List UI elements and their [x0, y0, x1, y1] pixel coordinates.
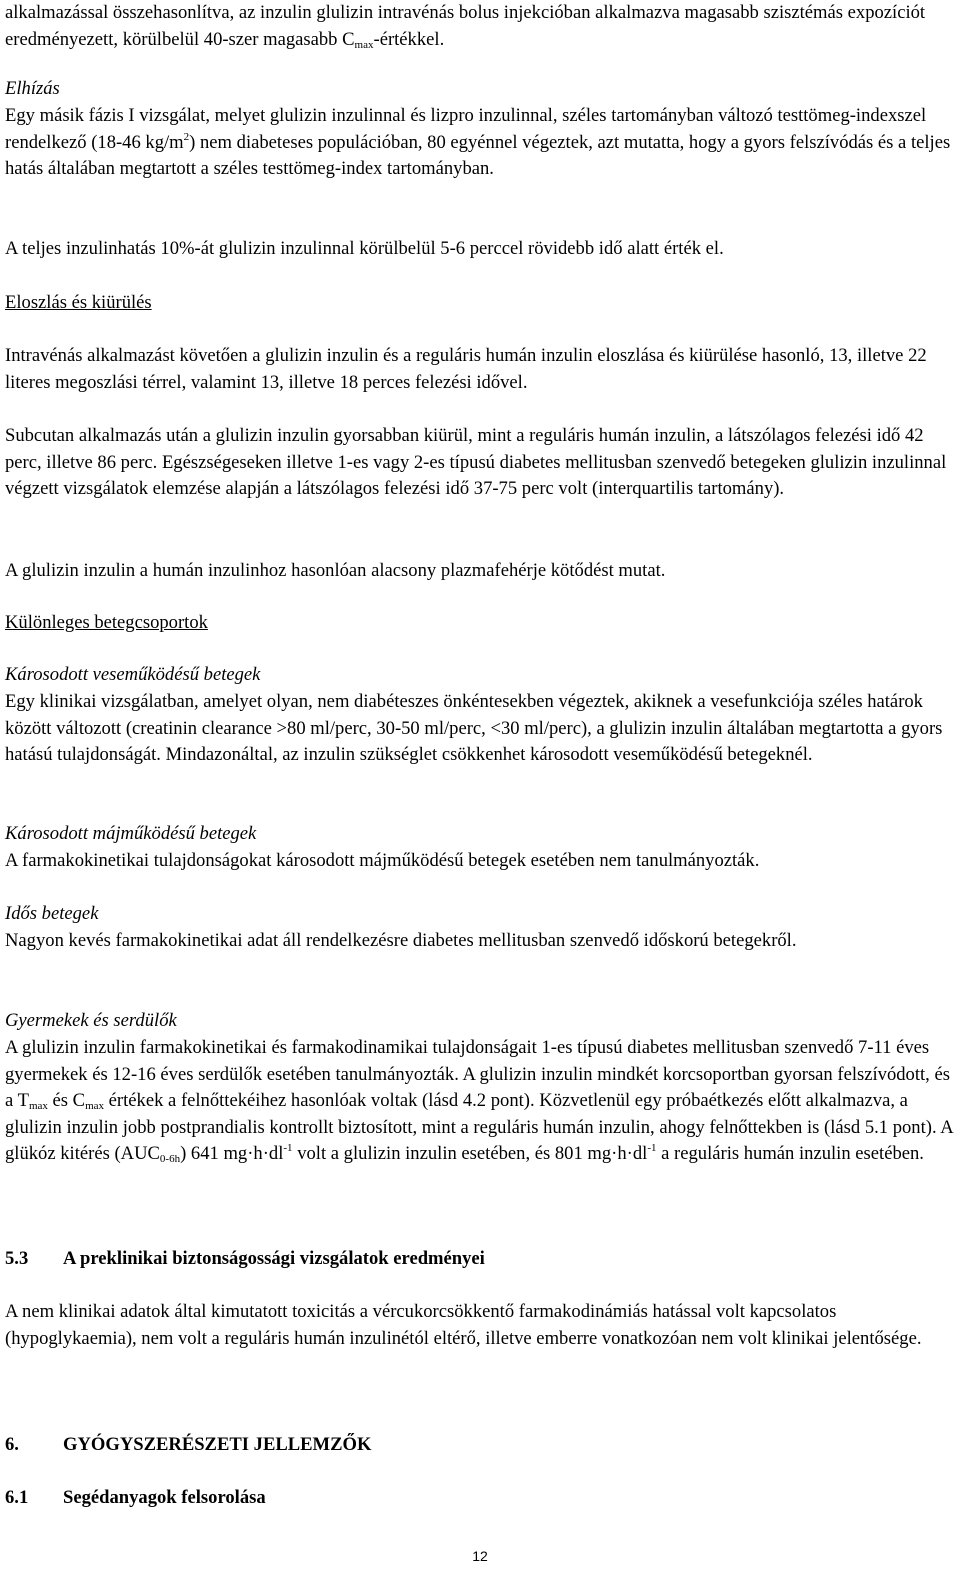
section-6-heading: 6. GYÓGYSZERÉSZETI JELLEMZŐK	[5, 1434, 372, 1455]
section-5-3-paragraph: A nem klinikai adatok által kimutatott toxicitás a vércukorcsökkentő farmakodinámiás hatással volt kapcsolatos (hypoglykaemia), nem volt a reguláris humán inzulinétól eltérő, illetve emberre vonatkozóan nem volt klinikai jelentősége.	[5, 1301, 922, 1349]
special-populations-heading: Különleges betegcsoportok	[5, 612, 208, 633]
pediatric-title: Gyermekek és serdülők	[5, 1010, 177, 1031]
elderly-paragraph: Nagyon kevés farmakokinetikai adat áll rendelkezésre diabetes mellitusban szenvedő időskorú betegekről.	[5, 930, 797, 951]
elderly-title: Idős betegek	[5, 903, 99, 924]
distribution-heading: Eloszlás és kiürülés	[5, 292, 152, 313]
page-number: 12	[472, 1548, 488, 1564]
section-5-3-heading: 5.3 A preklinikai biztonságossági vizsgálatok eredményei	[5, 1248, 485, 1269]
obesity-paragraph: Egy másik fázis I vizsgálat, melyet glulizin inzulinnal és lizpro inzulinnal, széles tartományban változó testtömeg-indexszel rendelkező (18-46 $kg/m^2$) nem diabeteses populációban, 80 egyénnel végeztek, azt mutatta, hogy a gyors felszívódás és a teljes hatás általában megtartott a széles testtömeg-index tartományban.	[5, 105, 951, 179]
distribution-paragraph-1: Intravénás alkalmazást követően a glulizin inzulin és a reguláris humán inzulin eloszlása és kiürülése hasonló, 13, illetve 22 literes megoszlási térrel, valamint 13, illetve 18 perces felezési idővel.	[5, 345, 927, 393]
distribution-paragraph-3: A glulizin inzulin a humán inzulinhoz hasonlóan alacsony plazmafehérje kötődést mutat.	[5, 560, 666, 581]
obesity-title: Elhízás	[5, 78, 60, 99]
renal-title: Károsodott veseműködésű betegek	[5, 664, 261, 685]
obesity-paragraph-2: A teljes inzulinhatás 10%-át glulizin inzulinnal körülbelül 5-6 perccel rövidebb idő alatt érték el.	[5, 238, 724, 259]
hepatic-title: Károsodott májműködésű betegek	[5, 823, 257, 844]
hepatic-paragraph: A farmakokinetikai tulajdonságokat károsodott májműködésű betegek esetében nem tanulmányozták.	[5, 850, 760, 871]
section-6-1-heading: 6.1 Segédanyagok felsorolása	[5, 1487, 266, 1508]
distribution-paragraph-2: Subcutan alkalmazás után a glulizin inzulin gyorsabban kiürül, mint a reguláris humán inzulin, a látszólagos felezési idő 42 perc, illetve 86 perc. Egészségeseken illetve 1-es vagy 2-es típusú diabetes mellitusban szenvedő betegeken glulizin inzulinnal végzett vizsgálatok elemzése alapján a látszólagos felezési idő 37-75 perc volt (interquartilis tartomány).	[5, 425, 947, 499]
intro-paragraph: alkalmazással összehasonlítva, az inzulin glulizin intravénás bolus injekcióban alkalmazva magasabb szisztémás expozíciót eredményezett, körülbelül 40-szer magasabb $C_{max}$-értékkel.	[5, 2, 926, 51]
pediatric-paragraph: A glulizin inzulin farmakokinetikai és farmakodinamikai tulajdonságait 1-es típusú diabetes mellitusban szenvedő 7-11 éves gyermekek és 12-16 éves serdülők esetében tanulmányozták. A glulizin inzulin mindkét korcsoportban gyorsan felszívódott, és a $T_{max}$ és $C_{max}$ értékek a felnőttekéihez hasonlóak voltak (lásd 4.2 pont). Közvetlenül egy próbaétkezés előtt alkalmazva, a glulizin inzulin jobb postprandialis kontrollt biztosított, mint a reguláris humán inzulin, ahogy felnőttekben is (lásd 5.1 pont). A glükóz kitérés $(AUC_{0-6h})$ 641 $mg\cdot h\cdot dl^{-1}$ volt a glulizin inzulin esetében, és 801 $mg\cdot h\cdot dl^{-1}$ a reguláris humán inzulin esetében.	[5, 1037, 953, 1165]
renal-paragraph: Egy klinikai vizsgálatban, amelyet olyan, nem diabéteszes önkéntesekben végeztek, akiknek a vesefunkciója széles határok között változott (creatinin clearance >80 ml/perc, 30-50 ml/perc, <30 ml/perc), a glulizin inzulin általában megtartotta a gyors hatású tulajdonságát. Mindazonáltal, az inzulin szükséglet csökkenhet károsodott veseműködésű betegeknél.	[5, 691, 943, 765]
